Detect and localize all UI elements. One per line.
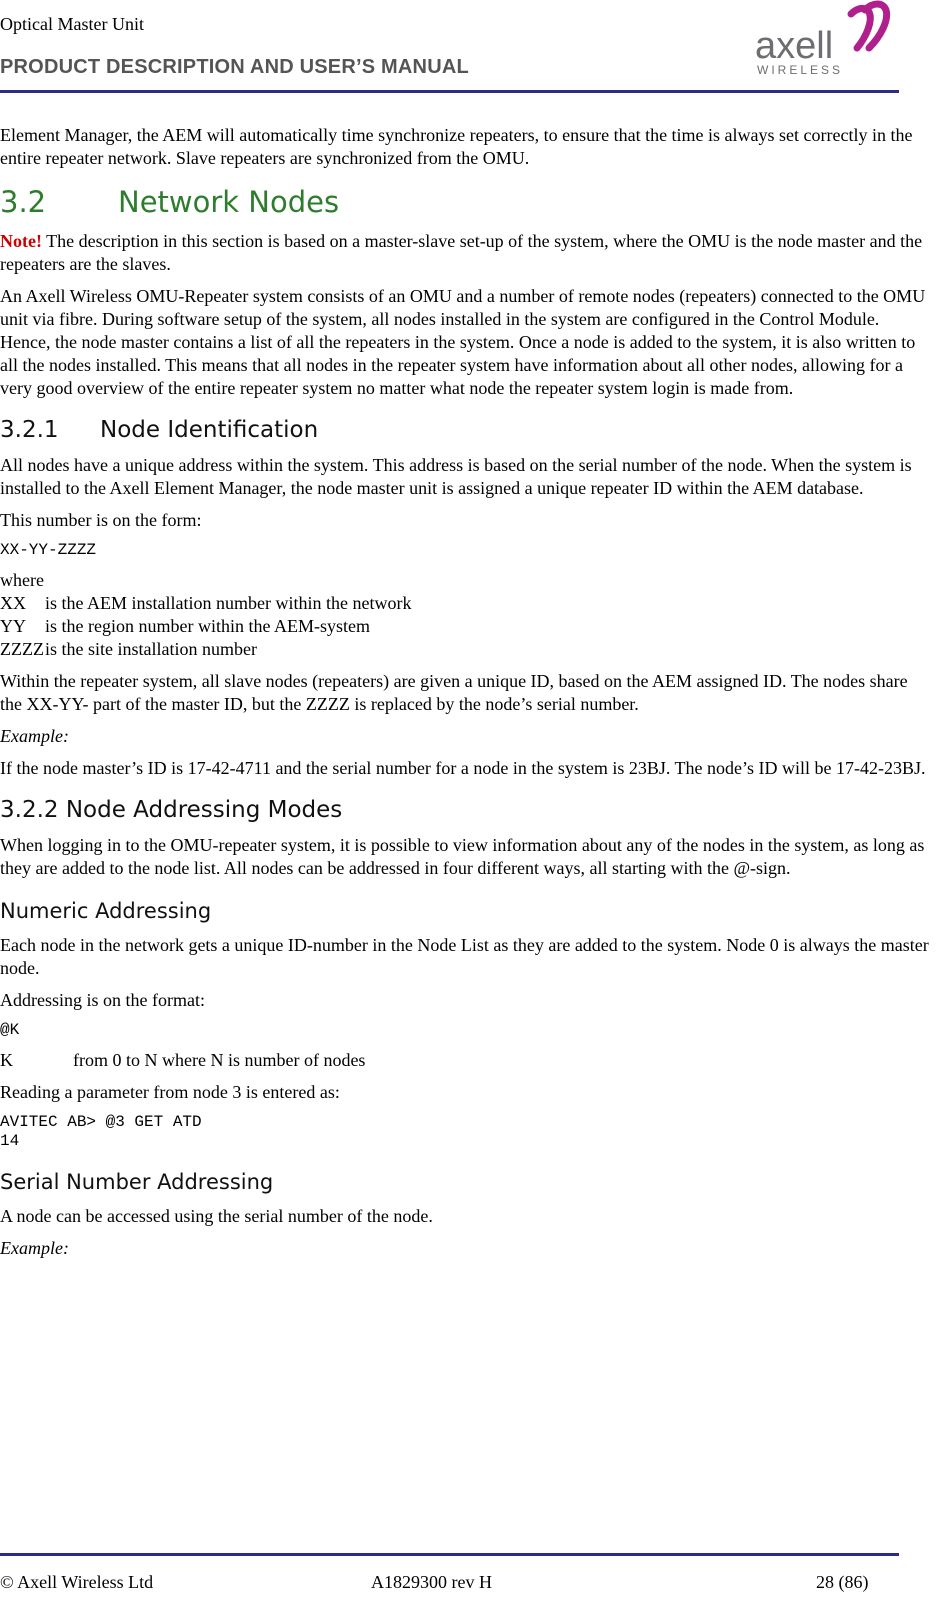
slave-id-paragraph: Within the repeater system, all slave nodes (repeaters) are given a unique ID, based on the AEM assigned ID. The nodes share the XX-YY- part of the master ID, but the ZZZZ is replaced by the node’s serial number. — [0, 671, 908, 714]
definition-row: ZZZZ is the site installation number — [0, 639, 257, 659]
definition-row: YY is the region number within the AEM-system — [0, 616, 370, 636]
example-label: Example: — [0, 726, 69, 746]
footer-copyright: © Axell Wireless Ltd — [0, 1572, 154, 1592]
footer-page-number: 28 (86) — [816, 1572, 869, 1592]
note-paragraph: Note! The description in this section is based on a master-slave set-up of the system, where the OMU is the node master and the repeaters are the slaves. — [0, 231, 923, 274]
header-rule — [0, 90, 899, 93]
code-line-2: 14 — [0, 1132, 20, 1150]
footer-rule — [0, 1553, 899, 1556]
footer-doc-id: A1829300 rev H — [371, 1572, 492, 1592]
note-label: Note! — [0, 231, 42, 251]
logo-subtext: WIRELESS — [757, 63, 844, 77]
page-content — [0, 124, 934, 1269]
format-paragraph: Addressing is on the format: — [0, 990, 205, 1010]
addressing-paragraph: When logging in to the OMU-repeater system, it is possible to view information about any of the nodes in the system, as long as they are added to the node list. All nodes can be addressed in four different ways, all starting with the @-sign. — [0, 835, 925, 878]
header-title: Optical Master Unit — [0, 14, 144, 34]
section-heading-3-2: 3.2 Network Nodes — [0, 185, 340, 219]
code-line-1: AVITEC AB> @3 GET ATD — [0, 1113, 202, 1131]
numeric-paragraph: Each node in the network gets a unique ID-number in the Node List as they are added to the system. Node 0 is always the master node. — [0, 935, 929, 978]
section-heading-3-2-1: 3.2.1 Node Identification — [0, 417, 319, 443]
definition-row: XX is the AEM installation number within the network — [0, 593, 412, 613]
definition-row: K from 0 to N where N is number of nodes — [0, 1050, 366, 1070]
section-heading-3-2-2: 3.2.2 Node Addressing Modes — [0, 797, 343, 823]
where-label: where — [0, 570, 44, 590]
example-text: If the node master’s ID is 17-42-4711 and the serial number for a node in the system is 23BJ. The node’s ID will be 17-42-23BJ. — [0, 758, 926, 778]
id-format: XX-YY-ZZZZ — [0, 541, 97, 559]
axell-wireless-logo — [755, 0, 905, 80]
serial-addressing-heading: Serial Number Addressing — [0, 1170, 274, 1194]
reading-paragraph: Reading a parameter from node 3 is entered as: — [0, 1082, 340, 1102]
definition-list — [0, 592, 934, 661]
numeric-definition — [0, 1049, 934, 1072]
network-paragraph: An Axell Wireless OMU-Repeater system consists of an OMU and a number of remote nodes (repeaters) connected to the OMU unit via fibre. During software setup of the system, all nodes installed in the system are configured in the Control Module. Hence, the node master contains a list of all the repeaters in the system. Once a node is added to the system, it is also written to all the nodes installed. This means that all nodes in the repeater system have information about all other nodes, allowing for a very good overview of the entire repeater system no matter what node the repeater system login is made from. — [0, 286, 926, 398]
header-subtitle: PRODUCT DESCRIPTION AND USER’S MANUAL — [0, 56, 469, 78]
logo-wordmark: axell — [755, 25, 834, 67]
identification-paragraph: All nodes have a unique address within the system. This address is based on the serial number of the node. When the system is installed to the Axell Element Manager, the node master unit is assigned a unique repeater ID within the AEM database. — [0, 455, 912, 498]
numeric-format: @K — [0, 1021, 20, 1039]
numeric-addressing-heading: Numeric Addressing — [0, 899, 212, 923]
serial-paragraph: A node can be accessed using the serial number of the node. — [0, 1206, 433, 1226]
form-paragraph: This number is on the form: — [0, 510, 202, 530]
intro-paragraph: Element Manager, the AEM will automatically time synchronize repeaters, to ensure that the time is always set correctly in the entire repeater network. Slave repeaters are synchronized from the OMU. — [0, 125, 913, 168]
serial-example-label: Example: — [0, 1238, 69, 1258]
